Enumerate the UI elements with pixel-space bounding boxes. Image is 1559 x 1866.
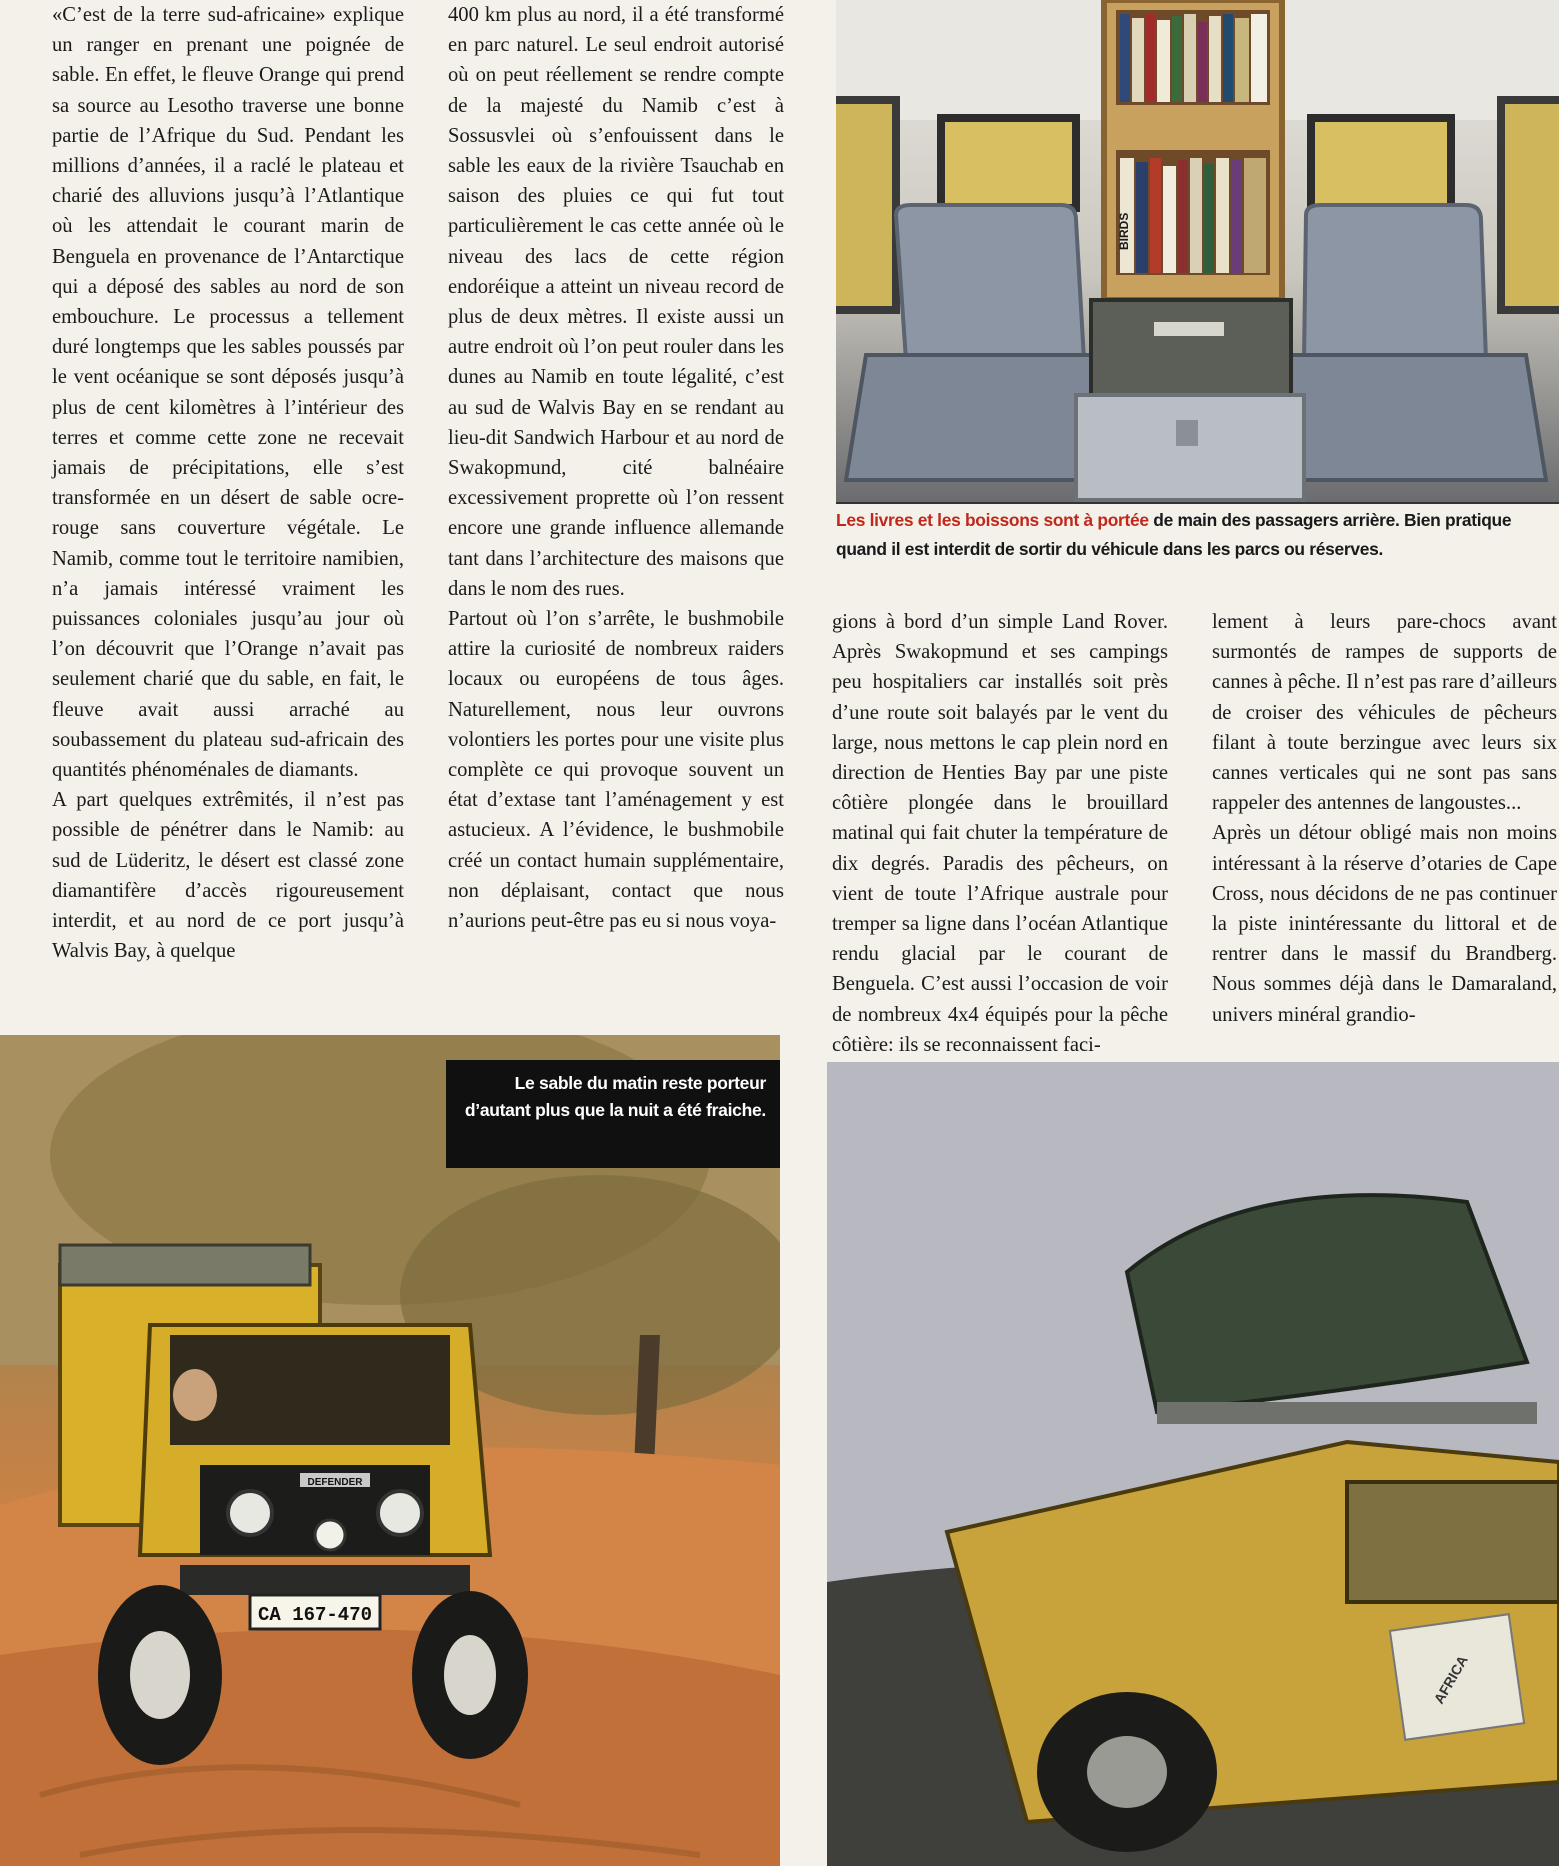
text-column-1 (52, 0, 404, 967)
books-bottom-shelf (1120, 158, 1266, 273)
text-column-3 (832, 607, 1168, 1060)
paragraph: 400 km plus au nord, il a été transformé en parc naturel. Le seul endroit autorisé où on peut réellement se rendre compte de la majesté du Namib c’est à Sossusvlei où s’enfouissent dans le sable les eaux de la rivière Tsauchab en saison des pluies ce qui fut tout particulièrement le cas cette année où le niveau des lacs de cette région endoréique a atteint un niveau record de plus de deux mètres. Il existe aussi un autre endroit où l’on peut rouler dans les dunes au Namib en toute légalité, c’est au sud de Walvis Bay en se rendant au lieu-dit Sandwich Harbour et au nord de Swakopmund, cité balnéaire excessivement proprette où l’on ressent encore une grande influence allemande tant dans l’architecture des maisons que dans le nom des rues. (448, 4, 784, 600)
paragraph: «C’est de la terre sud-africaine» explique un ranger en prenant une poignée de sable. En effet, le fleuve Orange qui prend sa source au Lesotho traverse une bonne partie de l’Afrique du Sud. Pendant les millions d’années, il a raclé le plateau et charié des alluvions jusqu’à l’Atlantique où les attendait le courant marin de Benguela en provenance de l’Antarctique qui a déposé des sables au nord de son embouchure. Le processus a tellement duré longtemps que les sables poussés par le vent océanique se sont déposés jusqu’à plus de cent kilomètres à l’intérieur des terres et comme cette zone ne recevait jamais de précipitations, elle s’est transformée en un désert de sable ocre-rouge sans couverture végétale. Le Namib, comme tout le territoire namibien, n’a jamais intéressé vraiment les puissances coloniales jusqu’au jour où l’on découvrit que l’Orange n’avait pas seulement charié que du sable, en fait, le fleuve avait aussi arraché au soubassement du plateau sud-africain des quantités phénoménales de diamants. (52, 4, 404, 782)
caption-desert: Le sable du matin reste porteur d’autant plus que la nuit a été fraiche. (446, 1060, 780, 1168)
photo-roof-tent-vehicle (827, 1062, 1559, 1866)
caption-interior-text: de main des passagers arrière. Bien pratique quand il est interdit de sortir du véhicule dans les parcs ou réserves. (836, 510, 1512, 559)
books-top-shelf (1120, 14, 1267, 102)
interior-illustration (836, 0, 1559, 502)
grille-badge: DEFENDER (307, 1477, 363, 1488)
paragraph: A part quelques extrêmités, il n’est pas possible de pénétrer dans le Namib: au sud de Lüderitz, le désert est classé zone diamantifère d’accès rigoureusement interdit, et au nord de ce port jusqu’à Walvis Bay, à quelque (52, 789, 404, 963)
book-spine-label: BIRDS (1117, 212, 1131, 250)
caption-interior (836, 506, 1556, 564)
license-plate: CA 167-470 (257, 1604, 373, 1626)
paragraph: gions à bord d’un simple Land Rover. Après Swakopmund et ses campings peu hospitaliers car installés soit près d’une route soit balayés par le vent du large, nous mettons le cap plein nord en direction de Henties Bay par une piste côtière plongée dans le brouillard matinal qui fait chuter la température de dix degrés. Paradis des pêcheurs, on vient de toute l’Afrique australe pour tremper sa ligne dans l’océan Atlantique rendu glacial par le courant de Benguela. C’est aussi l’occasion de voir de nombreux 4x4 équipés pour la pêche côtière: ils se reconnaissent faci- (832, 611, 1168, 1056)
paragraph: Après un détour obligé mais non moins intéressant à la réserve d’otaries de Cape Cross, nous décidons de ne pas continuer la piste inintéressante du littoral et de rentrer dans le massif du Brandberg. Nous sommes déjà dans le Damaraland, univers minéral grandio- (1212, 822, 1557, 1026)
dusk-illustration (827, 1062, 1559, 1866)
caption-interior-highlight: Les livres et les boissons sont à portée (836, 510, 1149, 530)
door-logo: AFRICA (1430, 1652, 1471, 1707)
paragraph: lement à leurs pare-chocs avant surmontés de rampes de supports de cannes à pêche. Il n’est pas rare d’ailleurs de croiser des véhicules de pêcheurs filant à toute berzingue avec leurs six cannes verticales qui ne sont pas sans rappeler des antennes de langoustes... (1212, 611, 1557, 815)
text-column-4 (1212, 607, 1557, 1030)
paragraph: Partout où l’on s’arrête, le bushmobile attire la curiosité de nombreux raiders locaux ou européens de tous âges. Naturellement, nous leur ouvrons volontiers les portes pour une visite plus complète ce qui provoque souvent un état d’extase tant l’aménagement y est astucieux. A l’évidence, le bushmobile créé un contact humain supplémentaire, non déplaisant, contact que nous n’aurions peut-être pas eu si nous voya- (448, 608, 784, 933)
text-column-2 (448, 0, 784, 936)
photo-vehicle-interior (836, 0, 1559, 504)
